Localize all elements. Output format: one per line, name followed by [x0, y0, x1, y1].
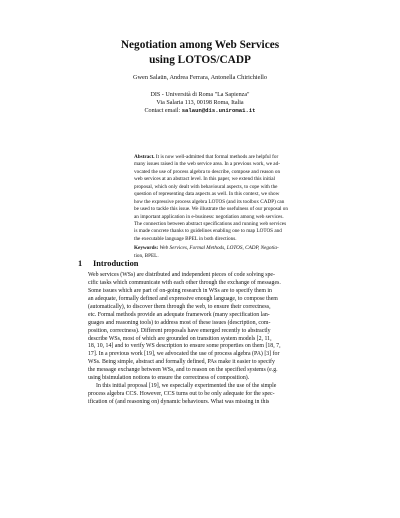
title-line-2: using LOTOS/CADP — [149, 54, 251, 66]
keywords-line-2: tion, BPEL. — [134, 252, 159, 259]
affiliation — [0, 91, 400, 116]
abstract-line: how the expressive process algebra LOTOS (and its toolbox CADP) can — [134, 198, 285, 205]
section-title: Introduction — [93, 259, 139, 268]
abstract-line: proposal, which only dealt with behavioural aspects, to cope with the — [134, 183, 278, 190]
keywords-line — [134, 245, 279, 252]
section-heading — [78, 259, 138, 268]
keywords-label: Keywords: — [134, 245, 159, 252]
body-line: position, correctness). Different proposals have emerged recently to abstractly — [88, 327, 271, 334]
body-line: 18, 10, 14] and to verify WS description to ensure some properties on them [18, 7, — [88, 343, 281, 350]
section-number: 1 — [78, 259, 83, 268]
body-line: WSs. Being simple, abstract and formally defined, PAs make it easier to specify — [88, 359, 275, 366]
body-line: guages and reasoning tools) to address most of these issues (description, com- — [88, 319, 271, 326]
body-text — [88, 272, 350, 407]
abstract-line: many issues raised in the web service area. In a previous work, we ad- — [134, 161, 280, 168]
contact-label: Contact email: — [144, 108, 182, 115]
abstract-line: The connection between abstract specifications and running web services — [134, 220, 287, 227]
body-line: using bisimulation notions to ensure the correctness of composition). — [88, 375, 250, 382]
abstract-section — [134, 154, 288, 260]
body-line: the message exchange between WSs, and to reason on the specified systems (e.g. — [88, 367, 278, 374]
abstract-line: question of representing data aspects as well. In this context, we show — [134, 191, 280, 198]
keywords-text: Web Services, Formal Methods, LOTOS, CADP, Negotia- — [158, 245, 279, 252]
contact-line — [0, 107, 400, 115]
body-line: etc. Formal methods provide an adequate framework (many specification lan- — [88, 311, 270, 318]
body-line: describe WSs, most of which are grounded on transition system models [2, 11, — [88, 335, 272, 342]
body-line: process algebra CCS. However, CCS turns out to be only adequate for the spec- — [88, 391, 275, 398]
abstract-line: an important application in e-business: negotiation among web services. — [134, 213, 284, 220]
body-line: Web services (WSs) are distributed and independent pieces of code solving spe- — [88, 272, 275, 278]
author-list: Gwen Salaün, Andrea Ferrara, Antonella Chirichiello — [132, 74, 268, 81]
title-line-1: Negotiation among Web Services — [120, 39, 280, 51]
body-line: 17]. In a previous work [19], we advocated the use of process algebra (PA) [3] for — [88, 351, 280, 358]
body-line: In this initial proposal [19], we especially experimented the use of the simple — [96, 383, 277, 390]
abstract-line: is made concrete thanks to guidelines enabling one to map LOTOS and — [134, 228, 282, 235]
body-line: an adequate, formally defined and expressive enough language, to compose them — [88, 295, 278, 302]
body-line: Some issues which are part of on-going research in WSs are to specify them in — [88, 287, 272, 294]
body-line: ification of (and reasoning on) dynamic behaviours. What was missing in this — [88, 399, 270, 405]
abstract-label: Abstract. — [134, 154, 155, 160]
affiliation-line-1: DIS - Università di Roma "La Sapienza" — [150, 92, 250, 98]
contact-email: salaun@dis.uniroma1.it — [181, 107, 256, 115]
paper-title — [0, 38, 400, 68]
abstract-line: Abstract. It is now well-admitted that formal methods are helpful for — [134, 154, 279, 160]
abstract-line: vocated the use of process algebra to describe, compose and reason on — [134, 168, 281, 175]
abstract-line: web services at an abstract level. In this paper, we extend this initial — [134, 176, 275, 183]
abstract-line: be used to tackle this issue. We illustrate the usefulness of our proposal on — [134, 206, 288, 213]
affiliation-line-2: Via Salaria 113, 00198 Roma, Italia — [156, 100, 244, 107]
body-line: (automatically), to discover them through the web, to ensure their correctness, — [88, 303, 271, 310]
body-line: cific tasks which communicate with each other through the exchange of messages. — [88, 279, 281, 286]
abstract-line: the executable language BPEL in both directions. — [134, 235, 237, 242]
